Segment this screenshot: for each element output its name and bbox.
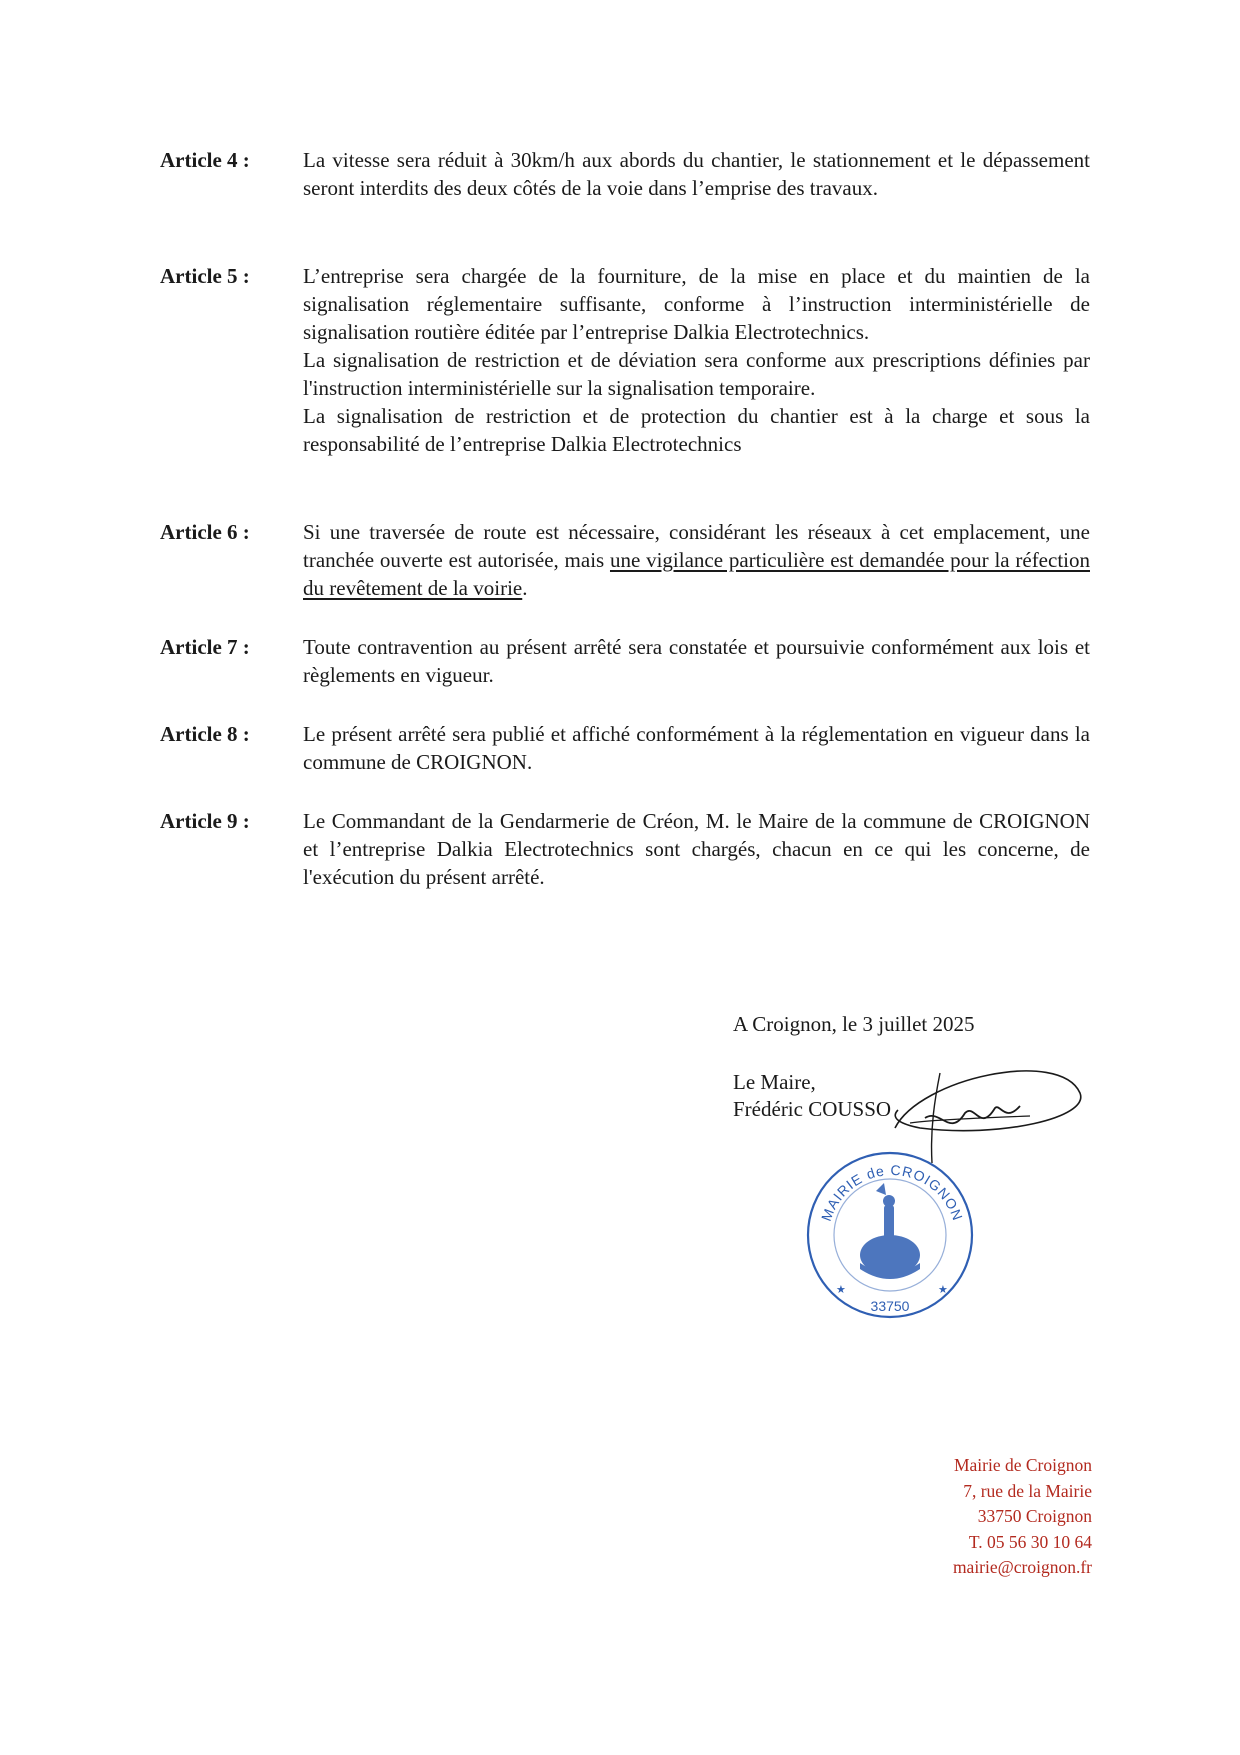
article-body [303, 807, 1090, 891]
footer-line: 33750 Croignon [977, 1506, 1092, 1526]
article-paragraph: La signalisation de restriction et de déviation sera conforme aux prescriptions définies par l'instruction interministérielle sur la signalisation temporaire. [303, 348, 1090, 400]
article-label: Article 9 : [160, 809, 250, 833]
article-body [303, 262, 1090, 458]
handwritten-signature [880, 1058, 1100, 1178]
article-paragraph: Toute contravention au présent arrêté sera constatée et poursuivie conformément aux lois et règlements en vigueur. [303, 635, 1090, 687]
article-paragraph [303, 518, 1090, 602]
article-label: Article 4 : [160, 148, 250, 172]
underlined-text: une vigilance particulière est demandée pour la réfection du revêtement de la voirie [303, 548, 1090, 600]
stamp-text: MAIRIE de CROIGNON [817, 1161, 967, 1224]
marianne-emblem-icon [860, 1183, 920, 1279]
article-body [303, 633, 1090, 689]
article-paragraph: La vitesse sera réduit à 30km/h aux abords du chantier, le stationnement et le dépassement seront interdits des deux côtés de la voie dans l’emprise des travaux. [303, 148, 1090, 200]
place-date: A Croignon, le 3 juillet 2025 [733, 1012, 975, 1036]
footer-line: Mairie de Croignon [953, 1455, 1092, 1475]
footer-line: T. 05 56 30 10 64 [968, 1531, 1092, 1552]
article-label: Article 8 : [160, 722, 250, 746]
footer-email: mairie@croignon.fr [952, 1557, 1092, 1577]
article-body [303, 720, 1090, 776]
article-body [303, 146, 1090, 202]
article-label: Article 6 : [160, 520, 250, 544]
star-icon: ★ [836, 1283, 846, 1296]
footer-line: 7, rue de la Mairie [963, 1480, 1092, 1501]
mairie-address-footer [792, 1453, 1092, 1581]
article-text: Si une traversée de route est nécessaire, considérant les réseaux à cet emplacement, une tranchée ouverte est autorisée, mais [303, 520, 1090, 572]
article-paragraph: Le Commandant de la Gendarmerie de Créon, M. le Maire de la commune de CROIGNON et l’entreprise Dalkia Electrotechnics sont chargés, chacun en ce qui les concerne, de l'exécution du présent arrêté. [303, 809, 1090, 889]
star-icon: ★ [938, 1283, 948, 1296]
stamp-postcode: 33750 [870, 1298, 910, 1314]
article-text: . [522, 576, 528, 600]
article-body [303, 518, 1090, 602]
signatory-role: Le Maire, [733, 1070, 816, 1094]
signatory-name: Frédéric COUSSO [733, 1097, 892, 1121]
article-label: Article 5 : [160, 264, 250, 288]
article-paragraph: La signalisation de restriction et de protection du chantier est à la charge et sous la responsabilité de l’entreprise Dalkia Electrotechnics [303, 404, 1090, 456]
article-paragraph: L’entreprise sera chargée de la fourniture, de la mise en place et du maintien de la signalisation réglementaire suffisante, conforme à l’instruction interministérielle de signalisation routière éditée par l’entreprise Dalkia Electrotechnics. [303, 264, 1090, 344]
article-label: Article 7 : [160, 635, 250, 659]
article-paragraph: Le présent arrêté sera publié et affiché conformément à la réglementation en vigueur dans la commune de CROIGNON. [303, 722, 1090, 774]
